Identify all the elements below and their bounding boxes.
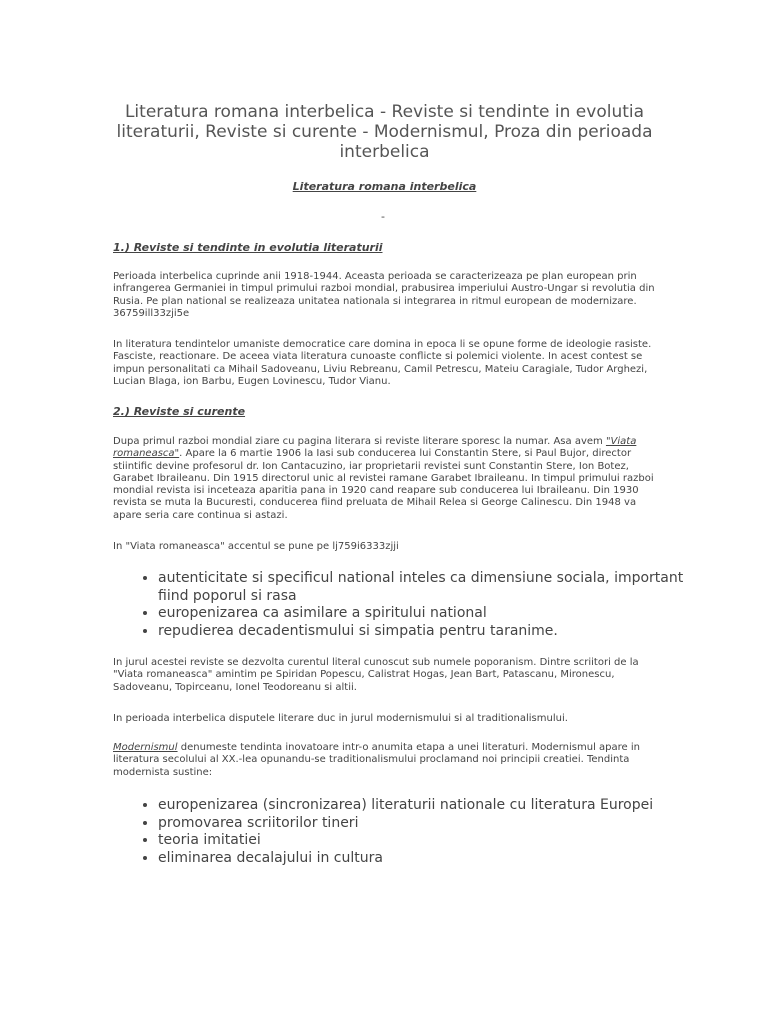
document-subtitle: Literatura romana interbelica: [292, 180, 477, 193]
section-2-heading: 2.) Reviste si curente: [113, 405, 246, 418]
section-1-heading: 1.) Reviste si tendinte in evolutia literaturii: [113, 241, 383, 254]
list-item: • eliminarea decalajului in cultura: [158, 850, 688, 868]
section-1-paragraph-2: In literatura tendintelor umaniste democratice care domina in epoca li se opune forme de ideologie rasiste. Fasciste, reactionare. De aceea viata literatura cunoaste conflicte si polemici violente. In acest contest se impun personalitati ca Mihail Sadoveanu, Liviu Rebreanu, Camil Petrescu, Mateiu Caragiale, Tudor Arghezi, Lucian Blaga, ion Barbu, Eugen Lovinescu, Tudor Vianu.: [113, 339, 652, 387]
section-2-paragraph-4: In perioada interbelica disputele literare duc in jurul modernismului si al traditionalismului.: [113, 713, 568, 724]
bullet-list-2: [133, 797, 688, 867]
bullet-list-1: [133, 570, 688, 640]
list-item: • repudierea decadentismului si simpatia pentru taranime.: [158, 623, 688, 641]
viata-romaneasca-link[interactable]: "Viata romaneasca": [113, 436, 637, 460]
paragraph-text: . Apare la 6 martie 1906 la Iasi sub conducerea lui Constantin Stere, si Paul Bujor, director stiintific devine profesorul dr. Ion Cantacuzino, iar proprietarii revistei sunt Constantin Stere, Ion Botez, Garabet Ibraileanu. Din 1915 directorul unic al revistei ramane Garabet Ibraileanu. In timpul primului razboi mondial revista isi inceteaza aparitia pana in 1920 cand reapare sub conducerea lui Ibraileanu. Din 1930 revista se muta la Bucuresti, conducerea fiind preluata de Mihail Relea si George Calinescu. Din 1948 va apare seria care continua si astazi.: [113, 448, 654, 521]
section-1-paragraph-1: Perioada interbelica cuprinde anii 1918-1944. Aceasta perioada se caracterizeaza pe plan european prin infrangerea Germaniei in timpul primului razboi mondial, prabusirea imperiului Austro-Ungar si revolutia din Rusia. Pe plan national se realizeaza unitatea nationala si integrarea in ritmul european de modernizare. 36759ill33zji5e: [113, 271, 655, 319]
section-2-paragraph-1: [113, 436, 656, 522]
paragraph-text: Dupa primul razboi mondial ziare cu pagina literara si reviste literare sporesc la numar. Asa avem: [113, 436, 606, 447]
list-item: • autenticitate si specificul national inteles ca dimensiune sociala, important fiind poporul si rasa: [158, 570, 688, 605]
section-2-paragraph-3: In jurul acestei reviste se dezvolta curentul literal cunoscut sub numele poporanism. Dintre scriitori de la "Viata romaneasca" amintim pe Spiridan Popescu, Calistrat Hogas, Jean Bart, Patascanu, Mironescu, Sadoveanu, Topirceanu, Ionel Teodoreanu si altii.: [113, 657, 639, 693]
list-item: • europenizarea ca asimilare a spiritului national: [158, 605, 688, 623]
list-item: • teoria imitatiei: [158, 832, 688, 850]
document-title: Literatura romana interbelica - Reviste si tendinte in evolutia literaturii, Reviste si curente - Modernismul, Proza din perioada interbelica: [116, 102, 653, 162]
list-item: • promovarea scriitorilor tineri: [158, 815, 688, 833]
modernismul-link[interactable]: Modernismul: [113, 742, 178, 753]
paragraph-text: denumeste tendinta inovatoare intr-o anumita etapa a unei literaturi. Modernismul apare in literatura secolului al XX.-lea opunandu-se traditionalismului proclamand noi principii creatiei. Tendinta modernista sustine:: [113, 742, 640, 778]
list-item: • europenizarea (sincronizarea) literaturii nationale cu literatura Europei: [158, 797, 688, 815]
section-2-paragraph-2: In "Viata romaneasca" accentul se pune pe lj759i6333zjji: [113, 541, 399, 552]
separator-dash: -: [381, 210, 385, 223]
section-2-paragraph-5: [113, 742, 656, 779]
